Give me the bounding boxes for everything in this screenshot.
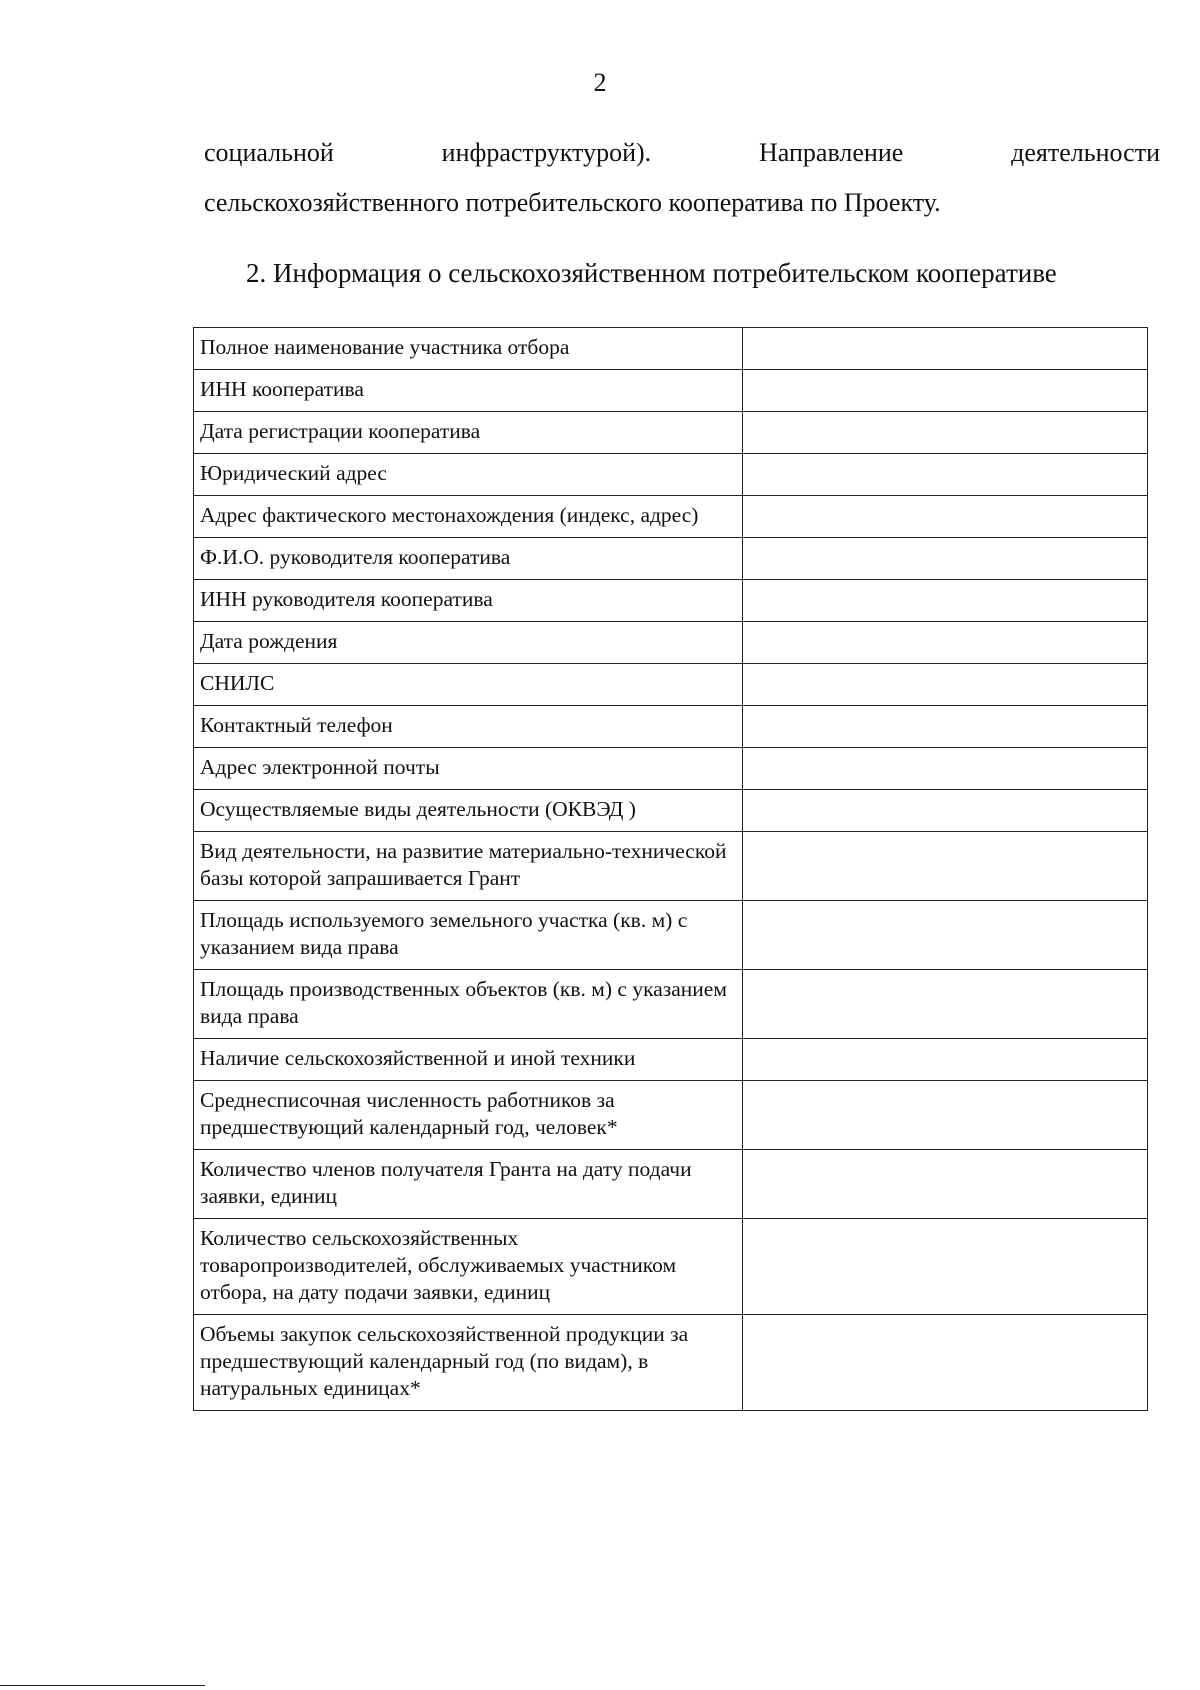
table-row [194,1150,1148,1219]
table-row [194,901,1148,970]
row-label: Полное наименование участника отбора [194,328,743,370]
row-value-cell[interactable] [743,832,1148,901]
row-label: ИНН кооператива [194,370,743,412]
row-label: ИНН руководителя кооператива [194,580,743,622]
row-value-cell[interactable] [743,1039,1148,1081]
row-label: Вид деятельности, на развитие материально-технической базы которой запрашивается Грант [194,832,743,901]
row-value-cell[interactable] [743,328,1148,370]
table-row [194,538,1148,580]
row-label: Наличие сельскохозяйственной и иной техники [194,1039,743,1081]
row-value-cell[interactable] [743,370,1148,412]
table-row [194,622,1148,664]
row-label: Дата рождения [194,622,743,664]
table-row [194,454,1148,496]
table-row [194,664,1148,706]
row-value-cell[interactable] [743,748,1148,790]
row-label: Среднесписочная численность работников за предшествующий календарный год, человек* [194,1081,743,1150]
row-value-cell[interactable] [743,1219,1148,1315]
row-label: Количество сельскохозяйственных товаропроизводителей, обслуживаемых участником отбора, на дату подачи заявки, единиц [194,1219,743,1315]
intro-line-2: сельскохозяйственного потребительского кооператива по Проекту. [204,188,941,217]
row-value-cell[interactable] [743,496,1148,538]
table-row [194,412,1148,454]
row-label: Дата регистрации кооператива [194,412,743,454]
row-value-cell[interactable] [743,412,1148,454]
row-value-cell[interactable] [743,901,1148,970]
footnote-divider [0,1685,205,1686]
table-row [194,370,1148,412]
row-label: Ф.И.О. руководителя кооператива [194,538,743,580]
intro-word: социальной [204,138,334,167]
row-label: Объемы закупок сельскохозяйственной продукции за предшествующий календарный год (по видам), в натуральных единицах* [194,1315,743,1411]
row-label: Площадь производственных объектов (кв. м) с указанием вида права [194,970,743,1039]
intro-word: Направление [759,138,904,167]
section-heading: 2. Информация о сельскохозяйственном потребительском кооперативе [246,258,1057,288]
table-row [194,832,1148,901]
table-row [194,790,1148,832]
table-row [194,748,1148,790]
row-label: СНИЛС [194,664,743,706]
info-table-body [194,328,1148,1411]
row-value-cell[interactable] [743,790,1148,832]
row-label: Контактный телефон [194,706,743,748]
row-value-cell[interactable] [743,538,1148,580]
row-value-cell[interactable] [743,970,1148,1039]
row-label: Осуществляемые виды деятельности (ОКВЭД ) [194,790,743,832]
intro-word: деятельности [1011,138,1160,167]
table-row [194,970,1148,1039]
page-number: 2 [593,68,607,97]
table-row [194,1081,1148,1150]
row-label: Адрес фактического местонахождения (индекс, адрес) [194,496,743,538]
row-value-cell[interactable] [743,1150,1148,1219]
row-label: Количество членов получателя Гранта на дату подачи заявки, единиц [194,1150,743,1219]
row-value-cell[interactable] [743,706,1148,748]
row-label: Адрес электронной почты [194,748,743,790]
row-value-cell[interactable] [743,622,1148,664]
row-label: Юридический адрес [194,454,743,496]
table-row [194,706,1148,748]
intro-line-1 [204,128,1160,178]
table-row [194,1039,1148,1081]
table-row [194,580,1148,622]
table-row [194,1315,1148,1411]
intro-word: инфраструктурой). [441,138,652,167]
table-row [194,328,1148,370]
row-label: Площадь используемого земельного участка (кв. м) с указанием вида права [194,901,743,970]
row-value-cell[interactable] [743,580,1148,622]
row-value-cell[interactable] [743,1315,1148,1411]
info-table [193,327,1148,1411]
row-value-cell[interactable] [743,454,1148,496]
table-row [194,496,1148,538]
table-row [194,1219,1148,1315]
row-value-cell[interactable] [743,1081,1148,1150]
row-value-cell[interactable] [743,664,1148,706]
